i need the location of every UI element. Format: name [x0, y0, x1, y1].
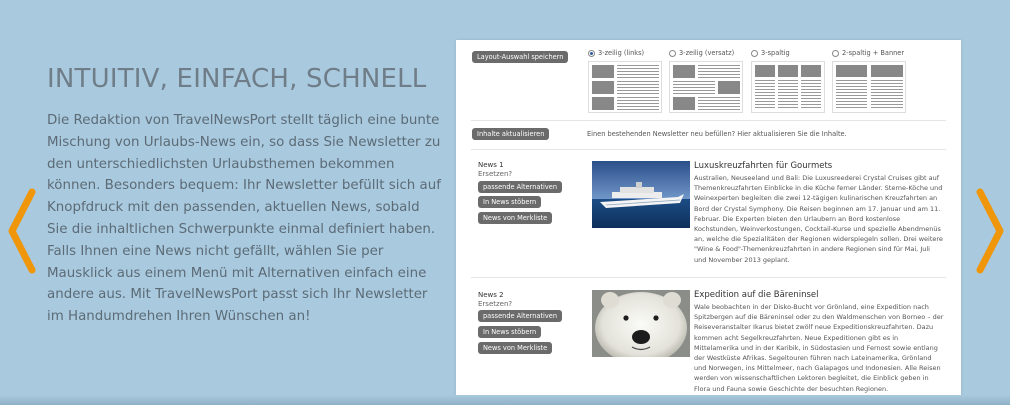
- layout-thumbnail: [751, 61, 825, 113]
- divider: [471, 149, 946, 150]
- polar-bear-image: [592, 290, 690, 357]
- chevron-right-icon: [974, 188, 1008, 274]
- news-1-body: Australien, Neuseeland und Bali: Die Luxusreederei Crystal Cruises gibt auf Themenkreuzfahrten Einblicke in die Küche ferner Länder. Sterne-Köche und Weinexperten begleiten die zwei 12-tägigen kulinarischen Kreuzfahrten an Bord der Crystal Symphony. Die Reisen beginnen am 17. Januar und am 11. Februar. Die Experten bieten den Urlaubern an Bord kostenlose Kochstunden, Weinverkostungen, Cocktail-Kurse und spezielle Abendmenüs an, welche die Spezialitäten der Regionen widerspiegeln sollen. Drei weitere "Wine & Food"-Themenkreuzfahrten in andere Regionen sind für Mai, Juli und November 2013 geplant.: [694, 174, 943, 264]
- update-content-button[interactable]: Inhalte aktualisieren: [472, 128, 549, 140]
- layout-option-label: 3-zeilig (links): [598, 49, 645, 57]
- news-number: News 2: [478, 291, 504, 299]
- browse-news-button[interactable]: In News stöbern: [478, 196, 541, 208]
- news-1-title[interactable]: Luxuskreuzfahrten für Gourmets: [694, 161, 833, 171]
- update-hint: Einen bestehenden Newsletter neu befüllen? Hier aktualisieren Sie die Inhalte.: [587, 130, 847, 138]
- news-1-label: [478, 161, 512, 178]
- radio-icon[interactable]: [588, 50, 595, 57]
- layout-option-label: 3-zeilig (versatz): [679, 49, 735, 57]
- save-layout-button[interactable]: Layout-Auswahl speichern: [472, 51, 568, 63]
- divider: [471, 277, 946, 278]
- layout-thumbnail: [669, 61, 743, 113]
- layout-option-3-row-left[interactable]: [588, 49, 662, 113]
- replace-prompt: Ersetzen?: [478, 170, 513, 178]
- browse-news-button[interactable]: In News stöbern: [478, 326, 541, 338]
- news-number: News 1: [478, 161, 504, 169]
- layout-option-label: 2-spaltig + Banner: [842, 49, 905, 57]
- radio-icon[interactable]: [669, 50, 676, 57]
- cruise-ship-image: [592, 161, 690, 228]
- layout-option-3-row-offset[interactable]: [669, 49, 743, 113]
- next-slide-button[interactable]: [974, 188, 1008, 274]
- layout-option-2-column-banner[interactable]: [832, 49, 906, 113]
- chevron-left-icon: [4, 188, 38, 274]
- intro-body: Die Redaktion von TravelNewsPort stellt täglich eine bunte Mischung von Urlaubs-News ein, so dass Sie Newsletter zu den unterschiedlichsten Urlaubsthemen bekommen können. Besonders bequem: Ihr Newsletter befüllt sich auf Knopfdruck mit den passenden, aktuellen News, sobald Sie die inhaltlichen Schwerpunkte einmal definiert haben. Falls Ihnen eine News nicht gefällt, wählen Sie per Mausklick aus einem Menü mit Alternativen einfach eine andere aus. Mit TravelNewsPort passt sich Ihr Newsletter im Handumdrehen Ihren Wünschen an!: [47, 113, 441, 325]
- layout-thumbnail: [588, 61, 662, 113]
- replace-prompt: Ersetzen?: [478, 300, 513, 308]
- radio-icon[interactable]: [832, 50, 839, 57]
- intro-section: [47, 64, 441, 328]
- news-2-body: Wale beobachten in der Disko-Bucht vor Grönland, eine Expedition nach Spitzbergen auf die Bäreninsel oder zu den Waldmenschen von Borneo – der Reiseveranstalter Ikarus bietet zwölf neue Expeditionskreuzfahrten. Dazu kommen acht Segelkreuzfahrten. Neue Expeditionen gibt es in Mittelamerika und in der Karibik, in Südostasien und Fernost sowie entlang der Westküste Afrikas. Segeltouren führen nach Lateinamerika, Grönland und Norwegen, ins Mittelmeer, nach Galapagos und Indonesien. Alle Reisen werden von wissenschaftlichen Lektoren begleitet, die Einblick geben in Flora und Fauna sowie Geschichte der besuchten Regionen.: [694, 303, 944, 393]
- matching-alternatives-button[interactable]: passende Alternativen: [478, 310, 562, 322]
- layout-thumbnail: [832, 61, 906, 113]
- news-from-watchlist-button[interactable]: News von Merkliste: [478, 212, 552, 224]
- newsletter-editor-preview: [456, 40, 961, 405]
- news-from-watchlist-button[interactable]: News von Merkliste: [478, 342, 552, 354]
- layout-option-label: 3-spaltig: [761, 49, 790, 57]
- matching-alternatives-button[interactable]: passende Alternativen: [478, 181, 562, 193]
- bottom-shadow: [0, 395, 1010, 405]
- layout-option-3-column[interactable]: [751, 49, 825, 113]
- divider: [471, 120, 946, 121]
- news-2-label: [478, 291, 512, 308]
- radio-icon[interactable]: [751, 50, 758, 57]
- news-2-title[interactable]: Expedition auf die Bäreninsel: [694, 290, 819, 300]
- previous-slide-button[interactable]: [4, 188, 38, 274]
- intro-heading: INTUITIV, EINFACH, SCHNELL: [47, 64, 427, 94]
